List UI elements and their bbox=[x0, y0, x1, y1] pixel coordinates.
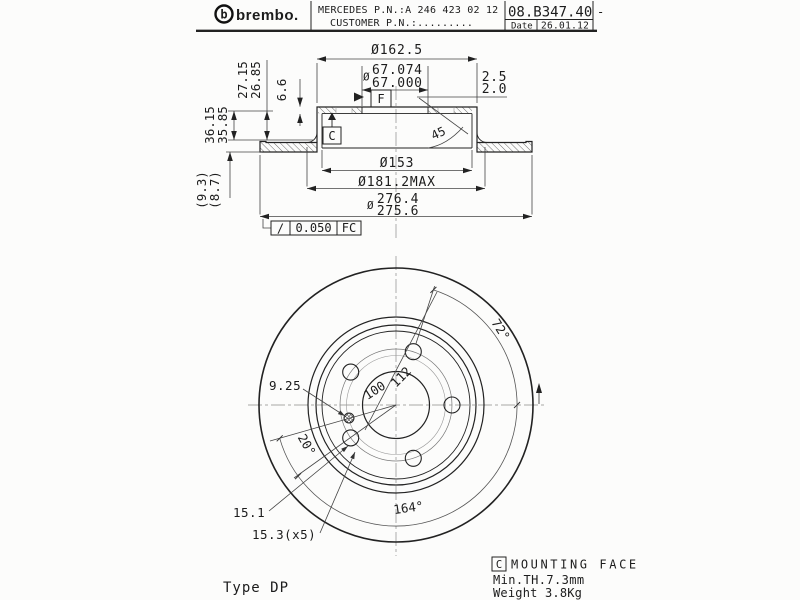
date-label: Date bbox=[511, 21, 533, 32]
bore-dia-max-label: 67.074 bbox=[372, 63, 423, 78]
bolt-hole-dia-min-label: 15.1 bbox=[233, 505, 266, 520]
mercedes-part-number: MERCEDES P.N.:A 246 423 02 12 bbox=[318, 5, 499, 16]
dim-hat-inner-diameter-label: Ø153 bbox=[379, 156, 415, 171]
brembo-logo-letter: b bbox=[220, 7, 228, 22]
runout-datum-label: FC bbox=[341, 221, 357, 235]
bore-walls bbox=[362, 107, 428, 114]
radial-196 bbox=[270, 405, 396, 441]
weight-note: Weight 3.8Kg bbox=[493, 586, 583, 600]
section-view bbox=[194, 43, 532, 238]
leader-lines bbox=[269, 389, 355, 533]
dim-center-bore bbox=[362, 63, 428, 106]
flange-thickness-min-label: (8.7) bbox=[207, 171, 222, 209]
pin-angle-label: 20° bbox=[294, 431, 320, 459]
chamfer-max-label: 2.5 bbox=[481, 70, 507, 85]
type-label: Type DP bbox=[223, 580, 290, 596]
date-value: 26.01.12 bbox=[541, 20, 590, 32]
hat-height-min-label: 26.85 bbox=[248, 61, 263, 99]
customer-part-number: CUSTOMER P.N.:......... bbox=[330, 18, 474, 29]
hole-angle-label: 72° bbox=[488, 316, 514, 344]
brembo-part-number: 08.B347.40 bbox=[508, 4, 593, 21]
hole-dia-leader bbox=[320, 452, 355, 533]
chamfer-angle-label: 45 bbox=[428, 123, 448, 143]
revision-dash: - bbox=[597, 5, 605, 19]
right-fillet bbox=[477, 133, 487, 143]
locating-pin-hole bbox=[344, 413, 354, 423]
outer-dia-symbol: Ø bbox=[367, 199, 374, 212]
chamfer-min-label: 2.0 bbox=[481, 82, 507, 97]
dim-hat-outer-diameter-label: Ø162.5 bbox=[371, 43, 423, 58]
total-height-max-label: 36.15 bbox=[202, 106, 217, 144]
arc-angle-label: 164° bbox=[392, 498, 425, 518]
left-fillet bbox=[307, 133, 317, 143]
hole-radial-line bbox=[416, 286, 435, 344]
outer-dia-min-label: 275.6 bbox=[376, 204, 420, 219]
bolt-circle-inner-label: 100 bbox=[360, 377, 389, 403]
arc-arrow-icon bbox=[536, 383, 542, 393]
bore-dia-min-label: 67.000 bbox=[372, 76, 423, 91]
runout-tolerance-frame bbox=[263, 219, 361, 236]
runout-value-label: 0.050 bbox=[295, 221, 332, 235]
datum-c-label: C bbox=[328, 129, 336, 143]
mounting-face-note: MOUNTING FACE bbox=[511, 557, 639, 572]
min-thickness-note: Min.TH.7.3mm bbox=[493, 573, 585, 587]
datum-f-label: F bbox=[377, 92, 385, 106]
bolt-hole-dia-label: 15.3(x5) bbox=[252, 527, 317, 542]
pin-hole-leader bbox=[303, 389, 345, 416]
runout-symbol-icon: / bbox=[276, 221, 285, 236]
datum-ref-label: C bbox=[495, 559, 503, 571]
plate-thickness-label: 6.6 bbox=[274, 78, 289, 102]
datum-f bbox=[354, 90, 391, 107]
hat-inner-profile bbox=[322, 114, 472, 148]
flange-thickness-max-label: (9.3) bbox=[194, 171, 209, 209]
front-view bbox=[233, 256, 547, 556]
datum-c bbox=[323, 113, 341, 145]
dim-fillet-diameter-label: Ø181.2MAX bbox=[358, 175, 436, 190]
hat-height-max-label: 27.15 bbox=[235, 61, 250, 99]
dim-hat-inner-diameter bbox=[322, 150, 472, 171]
dim-left-heights bbox=[194, 60, 313, 209]
arc-end-arrow bbox=[536, 383, 542, 404]
pin-hole-dia-label: 9.25 bbox=[269, 378, 302, 393]
datum-f-arrow-icon bbox=[354, 93, 364, 102]
outer-dia-max-label: 276.4 bbox=[376, 192, 420, 207]
bolt-circle-label: 112 bbox=[387, 363, 415, 391]
bore-dia-symbol: Ø bbox=[363, 70, 370, 84]
total-height-min-label: 35.85 bbox=[215, 106, 230, 144]
notes-block bbox=[492, 557, 639, 600]
brembo-wordmark: brembo. bbox=[236, 7, 299, 24]
title-block bbox=[196, 1, 604, 32]
